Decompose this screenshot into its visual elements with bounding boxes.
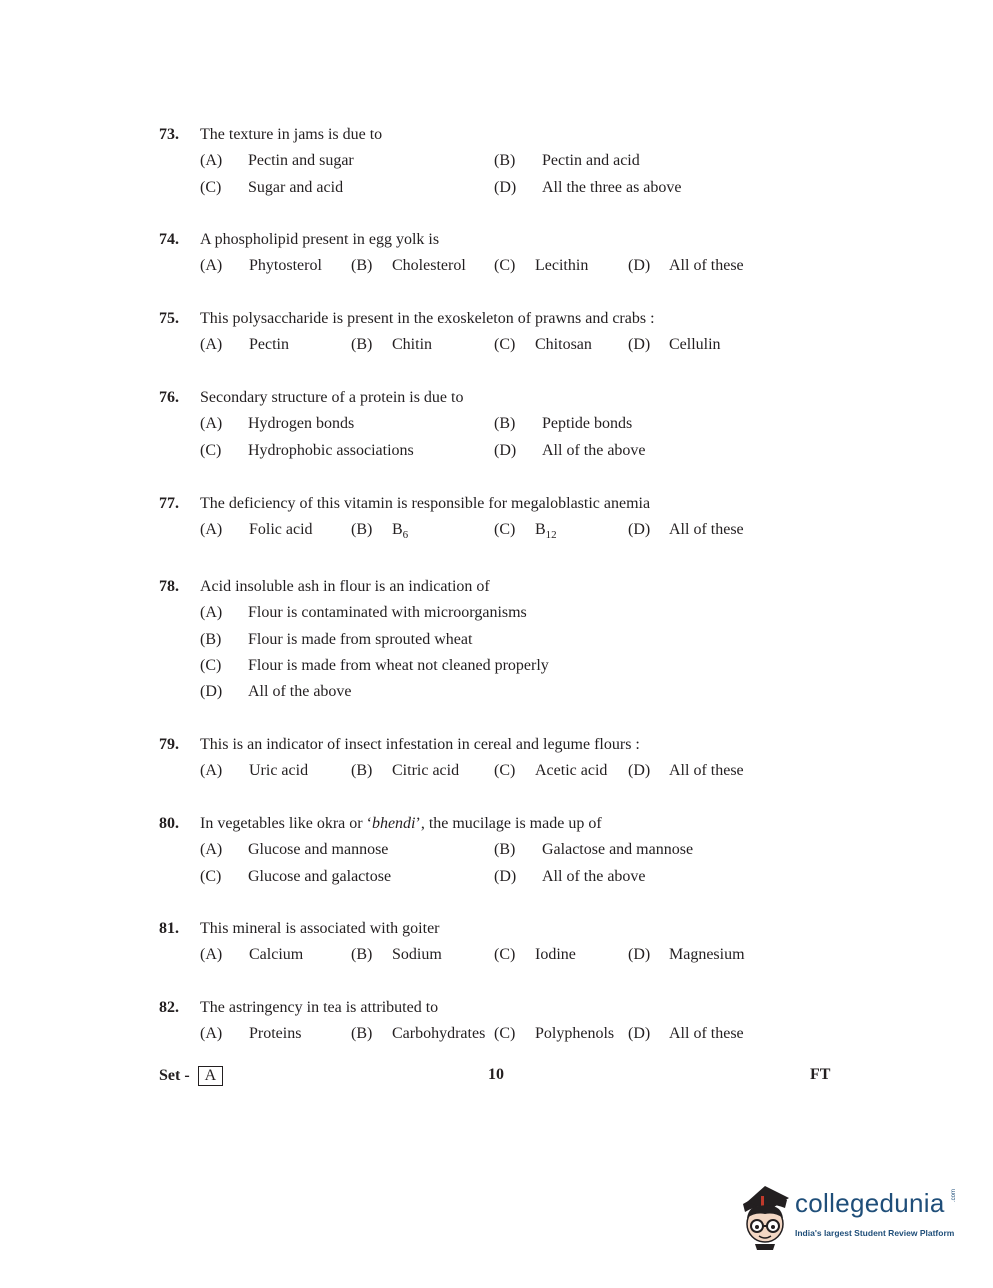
option-text: All of these [669, 257, 744, 275]
option-text: Flour is made from wheat not cleaned properly [248, 656, 549, 674]
option-text: Phytosterol [249, 257, 322, 275]
option-d [628, 521, 744, 539]
option-text: Flour is made from sprouted wheat [248, 630, 473, 648]
option-a [200, 257, 322, 275]
question-text: This polysaccharide is present in the exoskeleton of prawns and crabs : [200, 310, 655, 327]
option-d [494, 868, 646, 886]
option-label: (B) [351, 1025, 373, 1043]
option-label: (A) [200, 257, 223, 275]
option-c [200, 657, 549, 675]
option-c [200, 179, 343, 197]
option-a [200, 415, 354, 433]
option-a [200, 1025, 301, 1043]
option-text: Magnesium [669, 946, 745, 964]
option-text: All of these [669, 762, 744, 780]
option-label: (A) [200, 336, 223, 354]
option-text: Pectin and sugar [248, 152, 354, 170]
option-b [351, 336, 432, 354]
option-label: (D) [494, 441, 517, 459]
option-text: Hydrophobic associations [248, 441, 414, 459]
option-label: (B) [351, 257, 373, 275]
option-a [200, 336, 289, 354]
option-d [628, 946, 745, 964]
option-text: Carbohydrates [392, 1025, 486, 1043]
option-label: (A) [200, 841, 223, 859]
option-text: Iodine [535, 946, 576, 964]
option-text: Glucose and mannose [248, 841, 389, 859]
collegedunia-logo [735, 1182, 965, 1252]
option-b [494, 415, 632, 433]
option-text: B [535, 521, 546, 539]
option-label: (C) [494, 257, 516, 275]
option-label: (B) [494, 841, 516, 859]
option-label: (D) [628, 257, 651, 275]
option-label: (C) [494, 946, 516, 964]
question-number: 82. [159, 999, 179, 1016]
option-subscript: 6 [402, 529, 409, 542]
question-number: 74. [159, 231, 179, 248]
option-label: (C) [200, 178, 222, 196]
option-b [494, 152, 640, 170]
option-a [200, 152, 354, 170]
option-label: (B) [351, 336, 373, 354]
option-label: (B) [494, 415, 516, 433]
option-text: Hydrogen bonds [248, 415, 355, 433]
set-indicator [159, 1066, 223, 1086]
set-label: Set - [159, 1067, 190, 1084]
option-a [200, 521, 313, 539]
option-text: Lecithin [535, 257, 589, 275]
question-number: 76. [159, 389, 179, 406]
option-c [494, 762, 607, 780]
option-text: Calcium [249, 946, 304, 964]
option-text: Citric acid [392, 762, 460, 780]
option-b [494, 841, 693, 859]
option-c [494, 336, 592, 354]
option-d [628, 1025, 744, 1043]
option-label: (A) [200, 946, 223, 964]
option-text: Chitin [392, 336, 433, 354]
question-number: 81. [159, 920, 179, 937]
option-text: Folic acid [249, 521, 313, 539]
option-d [494, 442, 646, 460]
question-text: The astringency in tea is attributed to [200, 999, 439, 1016]
question-text-italic: bhendi [371, 815, 416, 832]
option-label: (B) [200, 630, 222, 648]
logo-suffix: .com [951, 1188, 957, 1202]
option-b [351, 946, 442, 964]
question-number: 75. [159, 310, 179, 327]
option-text: Pectin and acid [542, 152, 640, 170]
option-c [494, 946, 576, 964]
option-text: Pectin [249, 336, 289, 354]
option-label: (A) [200, 521, 223, 539]
question-number: 78. [159, 578, 179, 595]
option-text: All of these [669, 521, 744, 539]
option-text: B [392, 521, 403, 539]
option-label: (B) [494, 152, 516, 170]
question-text: A phospholipid present in egg yolk is [200, 231, 440, 248]
option-text: Sodium [392, 946, 442, 964]
option-text: Acetic acid [535, 762, 608, 780]
logo-wordmark: collegedunia [795, 1188, 945, 1218]
option-b [351, 521, 409, 542]
option-b [351, 762, 459, 780]
option-text: All the three as above [542, 178, 682, 196]
option-b [351, 1025, 485, 1043]
option-text: Proteins [249, 1025, 302, 1043]
option-text: Galactose and mannose [542, 841, 694, 859]
question-text-part: ’, the mucilage is made up of [415, 815, 602, 832]
option-subscript: 12 [545, 529, 557, 542]
option-text: All of the above [248, 683, 352, 701]
question-number: 73. [159, 126, 179, 143]
option-label: (D) [494, 867, 517, 885]
option-text: Glucose and galactose [248, 867, 392, 885]
page-number: 10 [488, 1066, 504, 1083]
option-label: (D) [628, 946, 651, 964]
option-text: Peptide bonds [542, 415, 633, 433]
option-c [494, 257, 588, 275]
option-text: Uric acid [249, 762, 309, 780]
question-text: This is an indicator of insect infestation in cereal and legume flours : [200, 736, 640, 753]
option-text: All of these [669, 1025, 744, 1043]
option-d [494, 179, 682, 197]
option-a [200, 604, 527, 622]
option-c [494, 521, 557, 542]
option-label: (D) [494, 178, 517, 196]
option-label: (C) [200, 867, 222, 885]
question-text: Acid insoluble ash in flour is an indication of [200, 578, 490, 595]
option-label: (A) [200, 152, 223, 170]
option-text: Cellulin [669, 336, 721, 354]
option-text: Polyphenols [535, 1025, 615, 1043]
question-text-part: In vegetables like okra or ‘ [200, 815, 372, 832]
question-number: 80. [159, 815, 179, 832]
option-text: Chitosan [535, 336, 592, 354]
option-label: (C) [494, 521, 516, 539]
option-label: (C) [494, 336, 516, 354]
option-text: Sugar and acid [248, 178, 344, 196]
question-number: 79. [159, 736, 179, 753]
question-text [200, 815, 602, 833]
option-label: (B) [351, 521, 373, 539]
option-label: (C) [200, 441, 222, 459]
option-text: All of the above [542, 867, 646, 885]
paper-code: FT [810, 1066, 831, 1083]
option-d [628, 257, 744, 275]
option-text: Cholesterol [392, 257, 466, 275]
option-a [200, 841, 388, 859]
option-label: (B) [351, 762, 373, 780]
set-value: A [198, 1066, 224, 1086]
question-text: The texture in jams is due to [200, 126, 383, 143]
option-c [200, 868, 391, 886]
mascot-icon [735, 1182, 795, 1252]
option-c [494, 1025, 614, 1043]
option-label: (C) [494, 762, 516, 780]
option-a [200, 762, 308, 780]
option-c [200, 442, 414, 460]
option-label: (A) [200, 1025, 223, 1043]
option-label: (D) [628, 336, 651, 354]
question-number: 77. [159, 495, 179, 512]
option-label: (C) [494, 1025, 516, 1043]
option-text: All of the above [542, 441, 646, 459]
option-label: (C) [200, 656, 222, 674]
question-text: This mineral is associated with goiter [200, 920, 440, 937]
option-label: (B) [351, 946, 373, 964]
logo-tagline: India's largest Student Review Platform [795, 1228, 955, 1238]
question-text: The deficiency of this vitamin is responsible for megaloblastic anemia [200, 495, 651, 512]
option-d [628, 762, 744, 780]
option-label: (A) [200, 604, 223, 622]
option-b [351, 257, 466, 275]
option-text: Flour is contaminated with microorganisms [248, 604, 527, 622]
option-label: (D) [628, 521, 651, 539]
option-d [628, 336, 721, 354]
option-label: (D) [628, 762, 651, 780]
option-b [200, 631, 472, 649]
option-label: (D) [200, 683, 223, 701]
option-label: (A) [200, 762, 223, 780]
option-a [200, 946, 303, 964]
question-text: Secondary structure of a protein is due to [200, 389, 464, 406]
option-d [200, 683, 352, 701]
option-label: (D) [628, 1025, 651, 1043]
option-label: (A) [200, 415, 223, 433]
